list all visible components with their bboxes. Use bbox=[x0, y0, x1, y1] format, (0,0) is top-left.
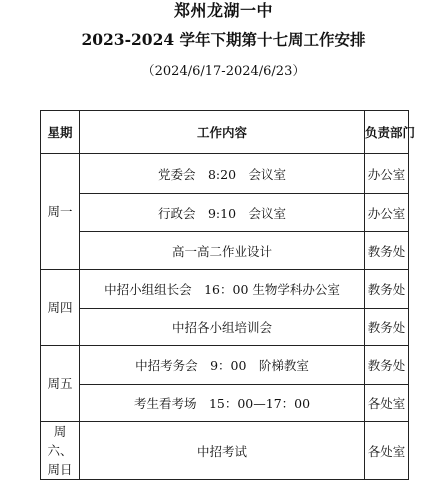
table-row bbox=[41, 385, 409, 422]
column-header-work: 工作内容 bbox=[80, 111, 365, 154]
day-cell-weekend bbox=[41, 422, 80, 480]
day-label-weekend: 周六、周日 bbox=[47, 424, 73, 477]
table-header-row bbox=[41, 111, 409, 154]
column-header-day: 星期 bbox=[41, 111, 80, 154]
table-row bbox=[41, 194, 409, 232]
table-row bbox=[41, 309, 409, 346]
schedule-title: 2023-2024 学年下期第十七周工作安排 bbox=[81, 30, 366, 49]
day-cell-friday: 周五 bbox=[41, 346, 80, 422]
dept-cell: 教务处 bbox=[365, 346, 409, 385]
table-row bbox=[41, 270, 409, 309]
table-row bbox=[41, 422, 409, 480]
day-cell-monday: 周一 bbox=[41, 154, 80, 270]
table-row bbox=[41, 346, 409, 385]
work-cell: 高一高二作业设计 bbox=[80, 232, 365, 270]
work-cell: 考生看考场 15：00—17：00 bbox=[80, 385, 365, 422]
work-cell: 中招小组组长会 16：00 生物学科办公室 bbox=[80, 270, 365, 309]
work-cell: 中招考务会 9：00 阶梯教室 bbox=[80, 346, 365, 385]
schedule-table bbox=[40, 110, 416, 480]
dept-cell: 各处室 bbox=[365, 422, 409, 480]
dept-cell: 各处室 bbox=[365, 385, 409, 422]
work-cell: 中招各小组培训会 bbox=[80, 309, 365, 346]
dept-cell: 教务处 bbox=[365, 270, 409, 309]
table-row bbox=[41, 232, 409, 270]
dept-cell: 办公室 bbox=[365, 154, 409, 194]
column-header-dept: 负责部门 bbox=[365, 111, 409, 154]
work-cell: 党委会 8:20 会议室 bbox=[80, 154, 365, 194]
date-range: （2024/6/17-2024/6/23） bbox=[141, 64, 306, 79]
dept-cell: 教务处 bbox=[365, 232, 409, 270]
table-row bbox=[41, 154, 409, 194]
dept-cell: 教务处 bbox=[365, 309, 409, 346]
work-cell: 中招考试 bbox=[80, 422, 365, 480]
day-cell-thursday: 周四 bbox=[41, 270, 80, 346]
work-cell: 行政会 9:10 会议室 bbox=[80, 194, 365, 232]
school-name: 郑州龙湖一中 bbox=[173, 1, 273, 20]
dept-cell: 办公室 bbox=[365, 194, 409, 232]
